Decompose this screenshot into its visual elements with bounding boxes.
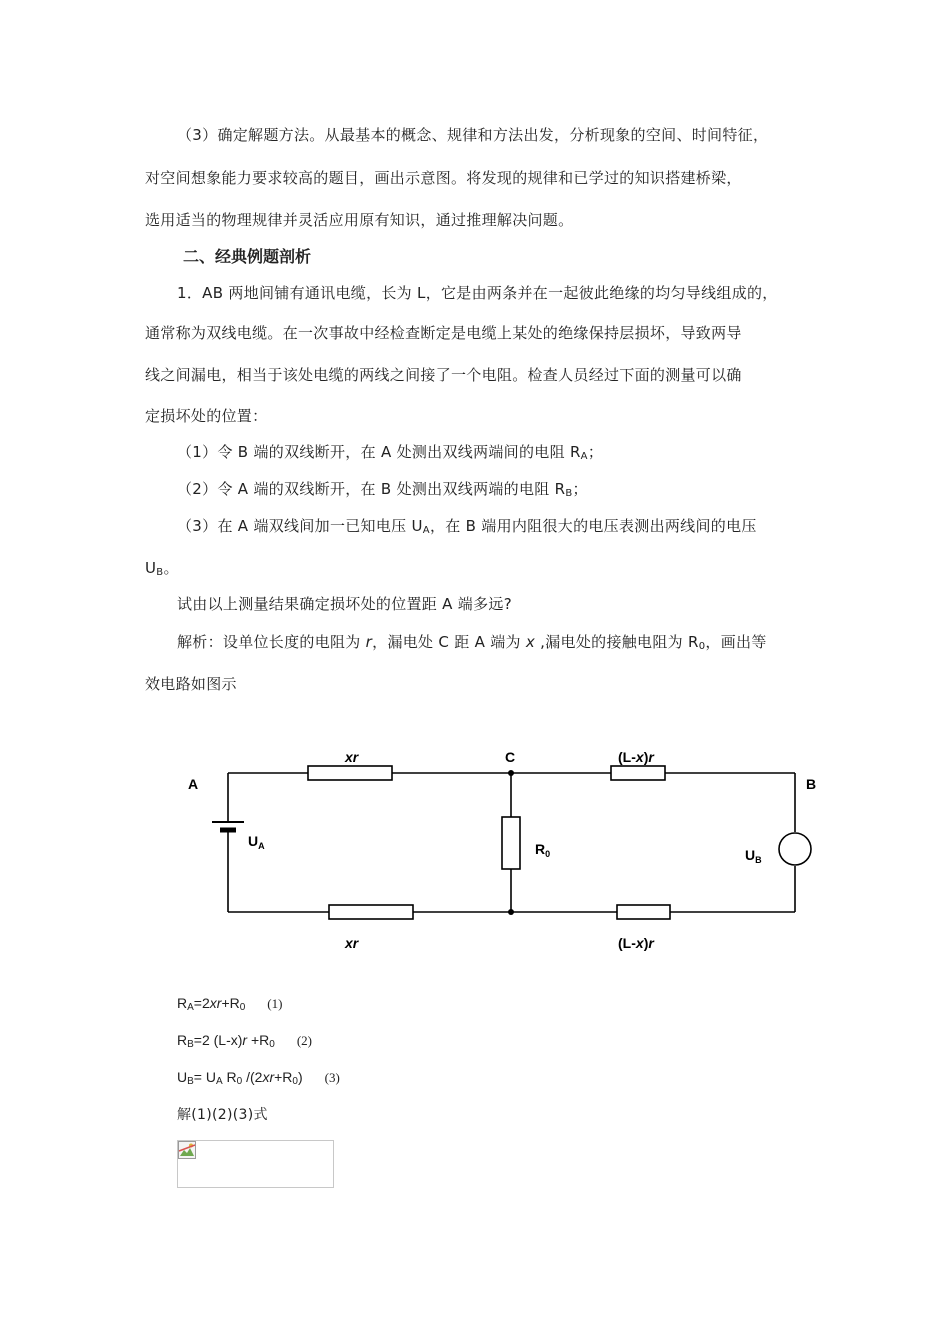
eq2-number: (2) (296, 1033, 313, 1048)
eq3-c: /(2 (242, 1069, 263, 1085)
eq3-lhs-sub: B (187, 1076, 194, 1087)
step-3 (177, 516, 757, 541)
analysis-x: x (525, 633, 536, 651)
analysis-line-1 (177, 632, 767, 657)
r0-sub: 0 (545, 849, 551, 859)
tbr-x: x (635, 935, 644, 951)
step-3-cont (145, 558, 179, 583)
analysis-a1c: ,漏电处的接触电阻为 R (535, 633, 699, 651)
label-ua (248, 833, 265, 851)
eq3-a: = U (193, 1069, 216, 1085)
eq2-b-sub: 0 (269, 1039, 275, 1050)
eq1-number: (1) (267, 996, 283, 1011)
eq2-lhs-sub: B (187, 1039, 194, 1050)
step-3-sub: A (422, 525, 430, 536)
problem-line-2: 通常称为双线电缆。在一次事故中经检查断定是电缆上某处的绝缘保持层损坏，导致两导 (145, 324, 742, 342)
analysis-sub: 0 (698, 641, 706, 652)
ttr-x: x (635, 749, 644, 765)
eq1-a: =2 (193, 995, 210, 1011)
label-ub (745, 847, 762, 865)
eq3-d: +R (274, 1069, 293, 1085)
broken-image-placeholder (177, 1140, 334, 1188)
label-top-right-res (618, 749, 655, 765)
ttr-a: (L- (618, 749, 636, 765)
analysis-a1b: ，漏电处 C 距 A 端为 (372, 633, 526, 651)
junction-dot-bottom (508, 909, 514, 915)
eq1-lhs-sub: A (187, 1002, 194, 1013)
problem-line-4: 定损坏处的位置： (145, 407, 268, 425)
eq1-lhs: R (177, 995, 188, 1011)
step-2-end: ； (572, 480, 588, 498)
node-label-a: A (188, 776, 199, 792)
ub-main: U (745, 847, 756, 863)
intro-line-2: 对空间想象能力要求较高的题目，画出示意图。将发现的规律和已学过的知识搭建桥梁， (145, 169, 742, 187)
eq1-x: x (209, 995, 217, 1011)
r0-main: R (535, 841, 546, 857)
solve-line: 解(1)(2)(3)式 (177, 1107, 268, 1123)
eq3-d-sub: 0 (292, 1076, 298, 1087)
equation-2 (177, 1032, 312, 1050)
eq2-a: =2 (L-x) (193, 1032, 243, 1048)
resistor-top-left (308, 766, 392, 780)
eq1-b: +R (221, 995, 240, 1011)
intro-line-1: （3）确定解题方法。从最基本的概念、规律和方法出发，分析现象的空间、时间特征， (177, 126, 769, 144)
eq3-number: (3) (324, 1070, 340, 1085)
broken-image-icon (178, 1141, 196, 1159)
eq1-b-sub: 0 (239, 1002, 246, 1013)
analysis-a1: 解析：设单位长度的电阻为 (177, 633, 366, 651)
eq3-b-sub: 0 (236, 1076, 243, 1087)
problem-line-3: 线之间漏电，相当于该处电缆的两线之间接了一个电阻。检查人员经过下面的测量可以确 (145, 366, 742, 384)
ua-sub: A (258, 841, 265, 851)
analysis-line-2: 效电路如图示 (145, 675, 237, 693)
voltmeter-symbol (779, 833, 811, 865)
eq3-lhs: U (177, 1069, 188, 1085)
tbr-r: r (648, 935, 654, 951)
eq3-r: r (269, 1069, 275, 1085)
intro-line-3: 选用适当的物理规律并灵活应用原有知识，通过推理解决问题。 (145, 211, 574, 229)
step-2-sub: B (565, 488, 573, 499)
eq3-a-sub: A (215, 1076, 223, 1087)
analysis-r: r (365, 633, 373, 651)
eq2-r: r (242, 1032, 248, 1048)
analysis-a1d: ，画出等 (705, 633, 767, 651)
question: 试由以上测量结果确定损坏处的位置距 A 端多远? (177, 595, 512, 613)
eq2-lhs: R (177, 1032, 188, 1048)
resistor-top-right (611, 766, 665, 780)
node-label-c: C (505, 749, 516, 765)
label-top-left-res: xr (345, 749, 359, 765)
resistor-r0 (502, 817, 520, 869)
step-3-b: ，在 B 端用内阻很大的电压表测出两线间的电压 (429, 517, 757, 535)
step-1-sub: A (580, 451, 588, 462)
step-3-csub: B (156, 567, 164, 578)
eq1-r: r (216, 995, 222, 1011)
equation-1 (177, 995, 282, 1013)
tbr-a: (L- (618, 935, 636, 951)
ttr-b: ) (643, 749, 649, 765)
eq2-b: +R (247, 1032, 270, 1048)
resistor-bottom-right (617, 905, 670, 919)
junction-dot-top (508, 770, 514, 776)
step-2 (177, 479, 588, 504)
label-r0 (535, 841, 550, 859)
node-label-b: B (806, 776, 817, 792)
problem-line-1: 1．AB 两地间铺有通讯电缆，长为 L，它是由两条并在一起彼此绝缘的均匀导线组成的， (177, 284, 778, 302)
ub-sub: B (755, 855, 762, 865)
step-2-text: （2）令 A 端的双线断开，在 B 处测出双线两端的电阻 R (177, 480, 566, 498)
tbr-b: ) (643, 935, 649, 951)
step-1-text: （1）令 B 端的双线断开，在 A 处测出双线两端间的电阻 R (177, 443, 581, 461)
equation-3 (177, 1069, 340, 1087)
section-title: 二、经典例题剖析 (183, 247, 312, 266)
eq3-b: R (222, 1069, 237, 1085)
label-bottom-right-res (618, 935, 655, 951)
step-3-end: 。 (163, 559, 179, 577)
eq3-e: ) (297, 1069, 303, 1085)
label-bottom-left-res: xr (345, 935, 359, 951)
step-1-end: ； (587, 443, 604, 461)
step-1 (177, 442, 603, 467)
step-3-a: （3）在 A 端双线间加一已知电压 U (177, 517, 423, 535)
ua-main: U (248, 833, 259, 849)
circuit-diagram (170, 740, 830, 960)
resistor-bottom-left (329, 905, 413, 919)
eq3-x: x (262, 1069, 270, 1085)
ttr-r: r (648, 749, 654, 765)
step-3-c: U (145, 559, 157, 577)
